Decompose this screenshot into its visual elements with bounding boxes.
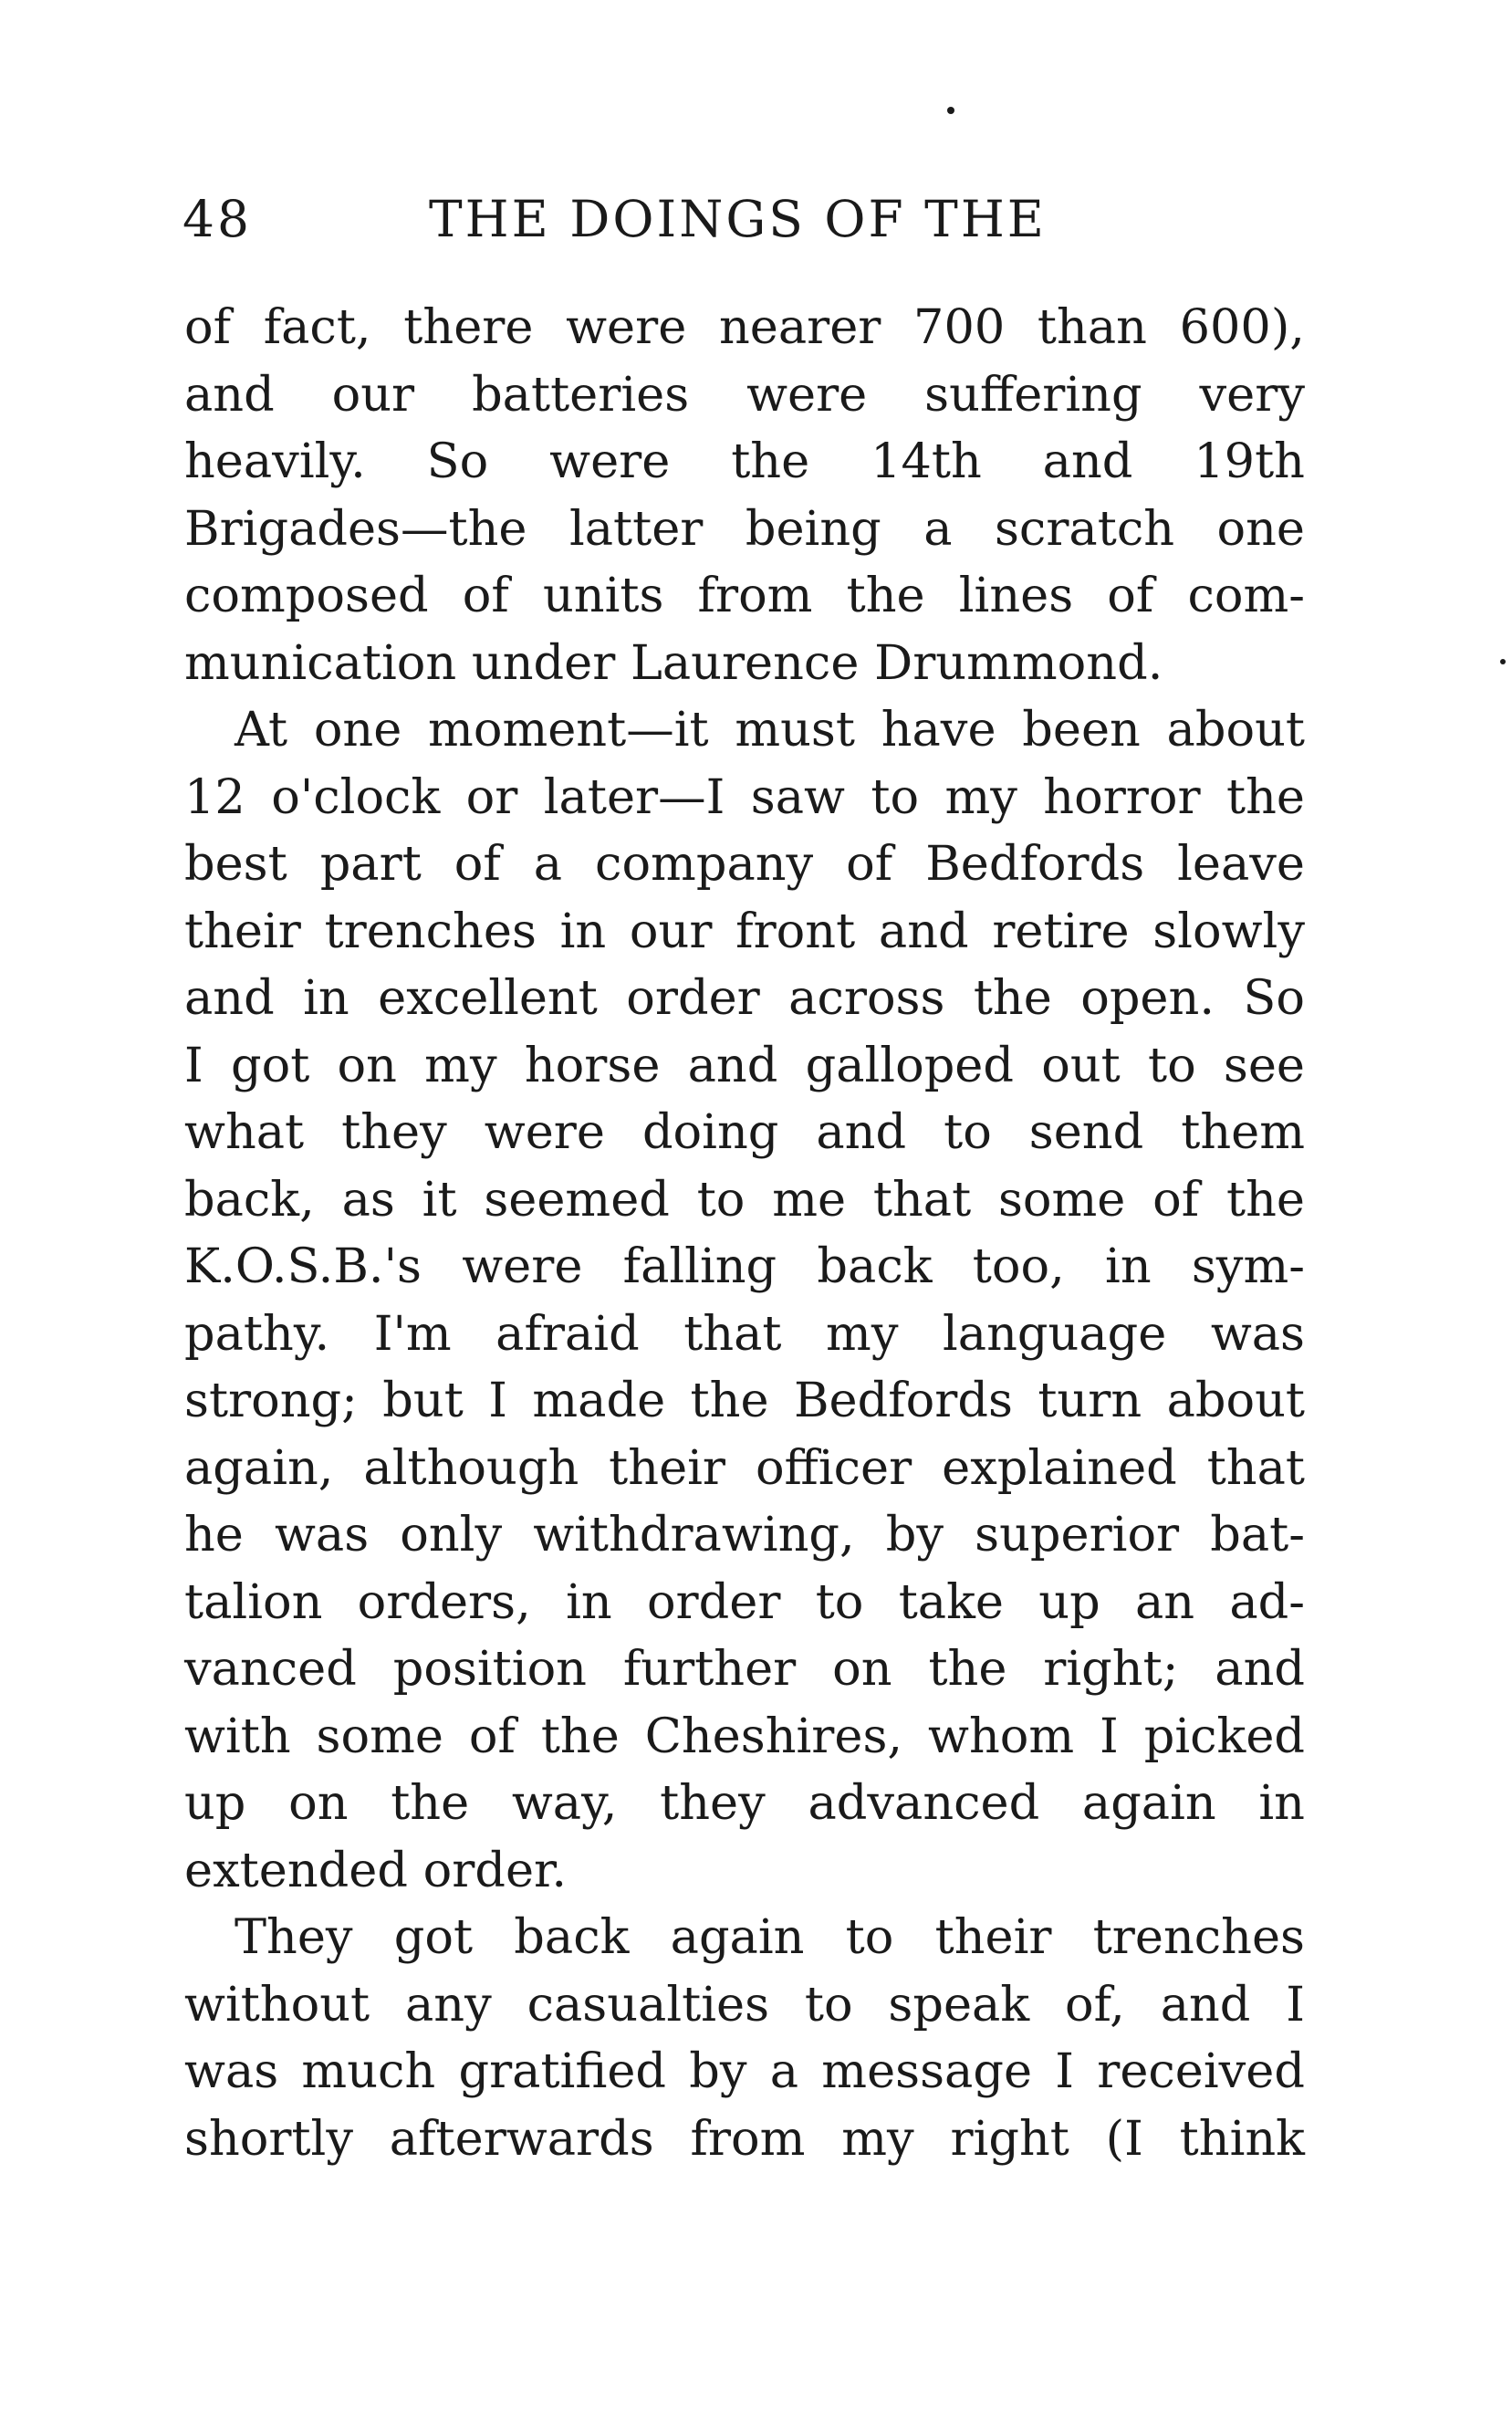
text-line: munication under Laurence Drummond.: [184, 634, 1163, 691]
running-title: THE DOINGS OF THE: [429, 190, 1047, 248]
running-head: [182, 183, 1305, 256]
text-line: They got back again to their trenches: [235, 1909, 1305, 1965]
text-line: extended order.: [184, 1842, 568, 1898]
body-text: [184, 294, 1305, 2172]
text-line: strong; but I made the Bedfords turn about: [184, 1373, 1305, 1428]
text-line: I got on my horse and galloped out to see: [184, 1037, 1305, 1093]
text-line: best part of a company of Bedfords leave: [184, 836, 1305, 892]
text-line: and in excellent order across the open. So: [184, 970, 1305, 1026]
text-line: Brigades—the latter being a scratch one: [184, 500, 1305, 557]
text-line: of fact, there were nearer 700 than 600),: [184, 299, 1305, 355]
text-line: composed of units from the lines of com-: [184, 568, 1305, 623]
text-line: K.O.S.B.'s were falling back too, in sym-: [184, 1238, 1305, 1294]
page-number: 48: [182, 190, 252, 248]
text-line: again, although their officer explained that: [184, 1439, 1305, 1496]
text-line: pathy. I'm afraid that my language was: [184, 1305, 1305, 1362]
text-line: and our batteries were suffering very: [184, 366, 1305, 423]
text-line: he was only withdrawing, by superior bat-: [184, 1507, 1305, 1562]
text-line: vanced position further on the right; and: [184, 1641, 1305, 1697]
text-line: without any casualties to speak of, and I: [184, 1976, 1305, 2033]
ink-speck: [1500, 659, 1506, 664]
text-line: talion orders, in order to take up an ad-: [184, 1573, 1305, 1630]
text-line: with some of the Cheshires, whom I picked: [184, 1708, 1305, 1764]
paragraph: [184, 1904, 1305, 2172]
text-line: what they were doing and to send them: [184, 1104, 1305, 1160]
text-line: back, as it seemed to me that some of the: [184, 1171, 1305, 1228]
text-line: shortly afterwards from my right (I think: [184, 2110, 1305, 2167]
text-line: was much gratified by a message I received: [184, 2043, 1305, 2099]
text-line: At one moment—it must have been about: [235, 702, 1305, 758]
text-line: up on the way, they advanced again in: [184, 1775, 1305, 1831]
text-line: their trenches in our front and retire slowly: [184, 903, 1305, 959]
text-line: 12 o'clock or later—I saw to my horror the: [184, 768, 1305, 825]
paragraph: [184, 294, 1305, 696]
paragraph: [184, 696, 1305, 1904]
text-line: heavily. So were the 14th and 19th: [184, 434, 1305, 489]
ink-speck: [947, 107, 954, 114]
